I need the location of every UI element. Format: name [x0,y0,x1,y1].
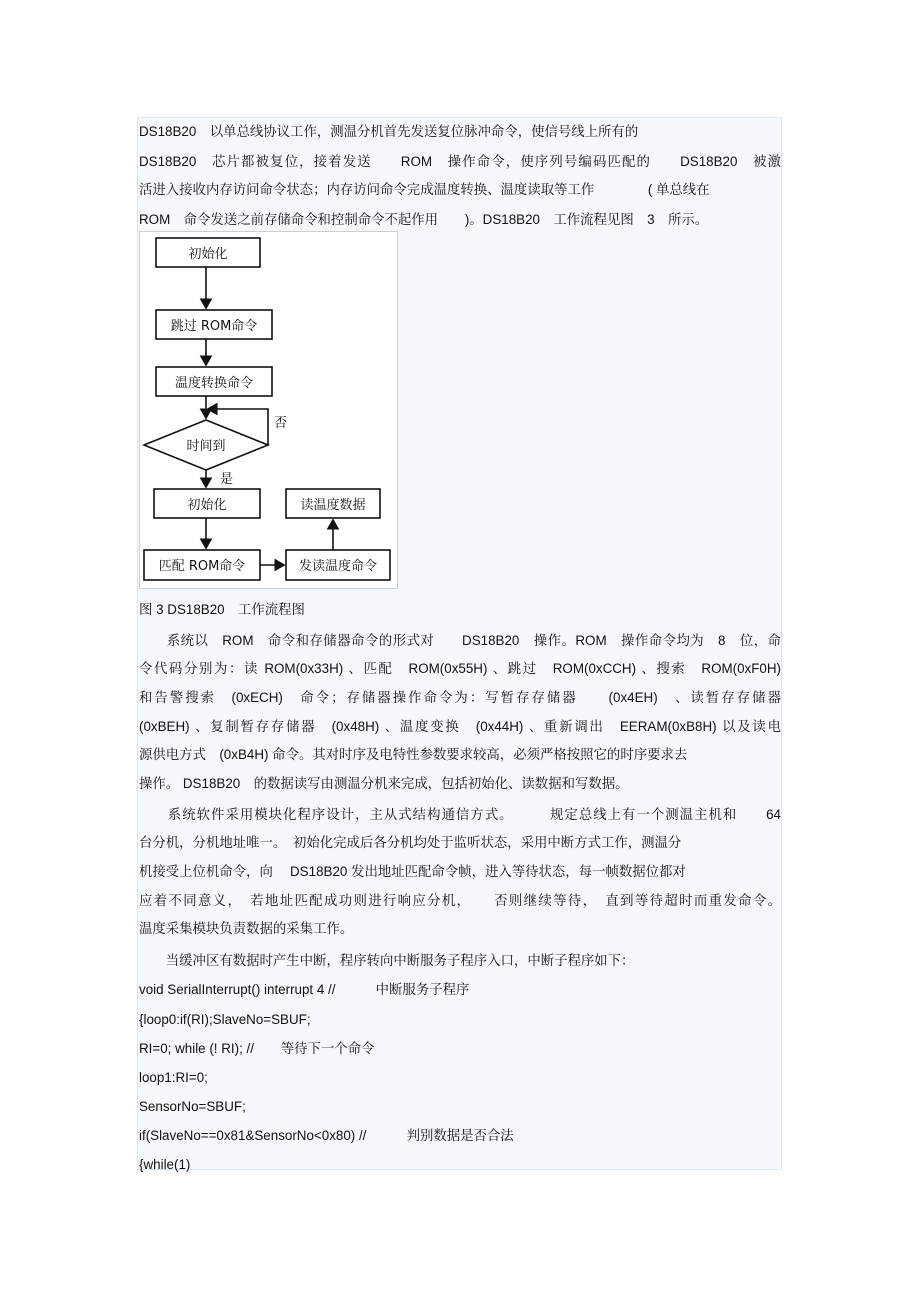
flow-label-init-1: 初始化 [188,247,228,262]
flow-label-match-rom: 匹配 ROM命令 [158,559,246,574]
para2-line-4: (0xBEH) 、复制暂存存储器 (0x48H) 、温度变换 (0x44H) 、重新调出 EERAM(0xB8H) 以及读电 [139,719,781,734]
code-line-7: {while(1) [139,1157,191,1172]
flow-label-send-read: 发读温度命令 [298,559,378,574]
para3-line-2: 台分机，分机地址唯一。 初始化完成后各分机均处于监听状态，采用中断方式工作，测温分 [139,835,682,850]
flow-label-init-2: 初始化 [187,498,227,513]
para2-line-1: 系统以 ROM 命令和存储器命令的形式对 DS18B20 操作。ROM 操作命令均为 8 位，命 [139,633,781,648]
para3-line-1: 系统软件采用模块化程序设计，主从式结构通信方式。 规定总线上有一个测温主机和 64 [139,807,781,822]
para2-line-3: 和告警搜索 (0xECH) 命令；存储器操作命令为：写暂存存储器 (0x4EH) 、读暂存存储器 [139,690,781,705]
para3-line-3: 机接受上位机命令，向 DS18B20 发出地址匹配命令帧，进入等待状态，每一帧数据位都对 [139,864,686,879]
flow-label-no: 否 [274,416,288,431]
para1-line-2: DS18B20 芯片都被复位，接着发送 ROM 操作命令，使序列号编码匹配的 DS18B20 被激 [139,154,781,169]
code-line-4: loop1:RI=0; [139,1070,208,1085]
para2-line-2: 令代码分别为：读 ROM(0x33H) 、匹配 ROM(0x55H) 、跳过 ROM(0xCCH) 、搜索 ROM(0xF0H) [139,661,781,676]
flow-label-skip-rom: 跳过 ROM命令 [170,319,258,334]
code-line-3: RI=0; while (! RI); // 等待下一个命令 [139,1041,375,1056]
para3-line-5: 温度采集模块负责数据的采集工作。 [139,921,354,936]
code-line-5: SensorNo=SBUF; [139,1099,246,1114]
flowchart-figure [139,231,398,589]
para1-line-3: 活进入接收内存访问命令状态；内存访问命令完成温度转换、温度读取等工作 ( 单总线在 [139,182,710,197]
para4-line-1: 当缓冲区有数据时产生中断，程序转向中断服务子程序入口，中断子程序如下： [139,953,635,968]
para1-line-4: ROM 命令发送之前存储命令和控制命令不起作用 )。DS18B20 工作流程见图 3 所示。 [139,212,709,227]
flow-label-temp-convert: 温度转换命令 [174,376,254,391]
para2-line-5: 源供电方式 (0xB4H) 命令。其对时序及电特性参数要求较高，必须严格按照它的时序要求去 [139,747,688,762]
figure-caption: 图 3 DS18B20 工作流程图 [139,602,305,617]
para1-line-1: DS18B20 以单总线协议工作，测温分机首先发送复位脉冲命令，使信号线上所有的 [139,124,639,139]
code-line-1: void SerialInterrupt() interrupt 4 // 中断服务子程序 [139,982,470,997]
code-line-2: {loop0:if(RI);SlaveNo=SBUF; [139,1012,311,1027]
code-line-6: if(SlaveNo==0x81&SensorNo<0x80) // 判别数据是否合法 [139,1128,514,1143]
flow-label-time-up: 时间到 [186,439,226,454]
para3-line-4: 应着不同意义， 若地址匹配成功则进行响应分机， 否则继续等待， 直到等待超时而重发命令。 [139,893,781,908]
flow-label-read-data: 读温度数据 [300,498,366,513]
para2-line-6: 操作。 DS18B20 的数据读写由测温分机来完成，包括初始化、读数据和写数据。 [139,776,629,791]
flow-label-yes: 是 [220,472,234,487]
